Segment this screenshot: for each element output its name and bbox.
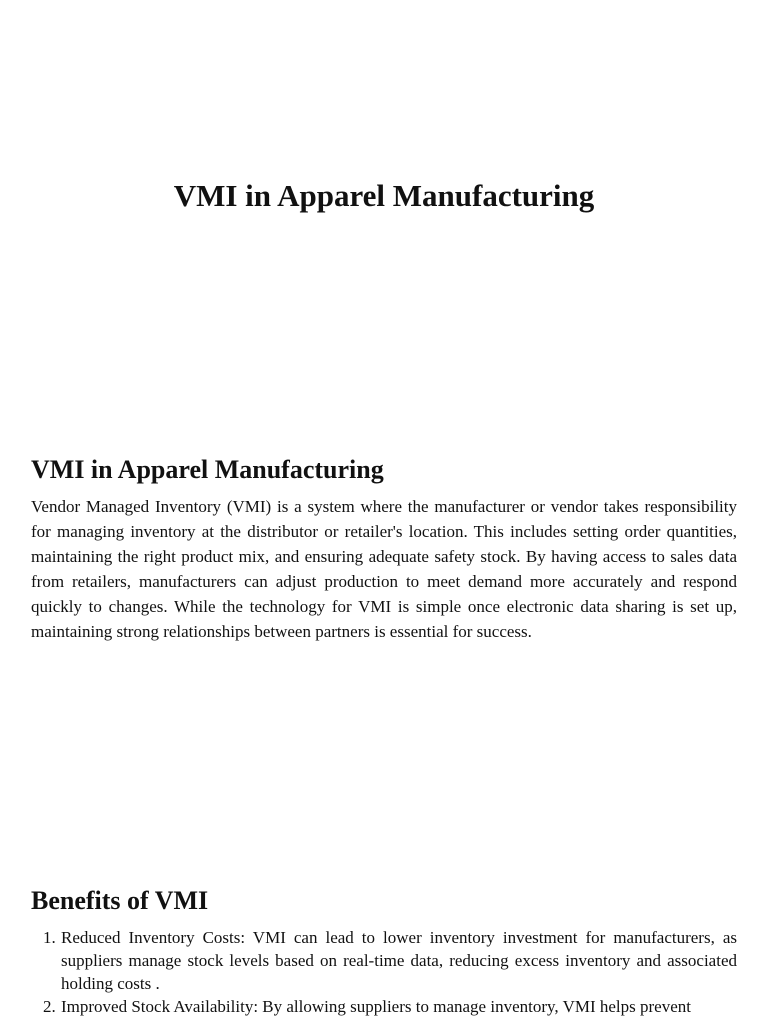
section-heading-vmi: VMI in Apparel Manufacturing [31, 455, 384, 484]
list-item-number: 1. [43, 928, 56, 947]
section-heading-benefits: Benefits of VMI [31, 886, 209, 915]
benefits-list [31, 926, 737, 1018]
list-item [31, 926, 737, 995]
list-item-number: 2. [43, 997, 56, 1016]
section-paragraph-vmi: Vendor Managed Inventory (VMI) is a system where the manufacturer or vendor takes responsibility for managing inventory at the distributor or retailer's location. This includes setting order quantities, maintaining the right product mix, and ensuring adequate safety stock. By having access to sales data from retailers, manufacturers can adjust production to meet demand more accurately and respond quickly to changes. While the technology for VMI is simple once electronic data sharing is set up, maintaining strong relationships between partners is essential for success. [31, 497, 737, 641]
list-item-text: Improved Stock Availability: By allowing suppliers to manage inventory, VMI helps prevent [61, 997, 691, 1016]
page-title: VMI in Apparel Manufacturing [173, 178, 595, 213]
list-item [31, 995, 737, 1018]
list-item-text: Reduced Inventory Costs: VMI can lead to lower inventory investment for manufacturers, as suppliers manage stock levels based on real-time data, reducing excess inventory and associated holding costs . [61, 928, 737, 993]
